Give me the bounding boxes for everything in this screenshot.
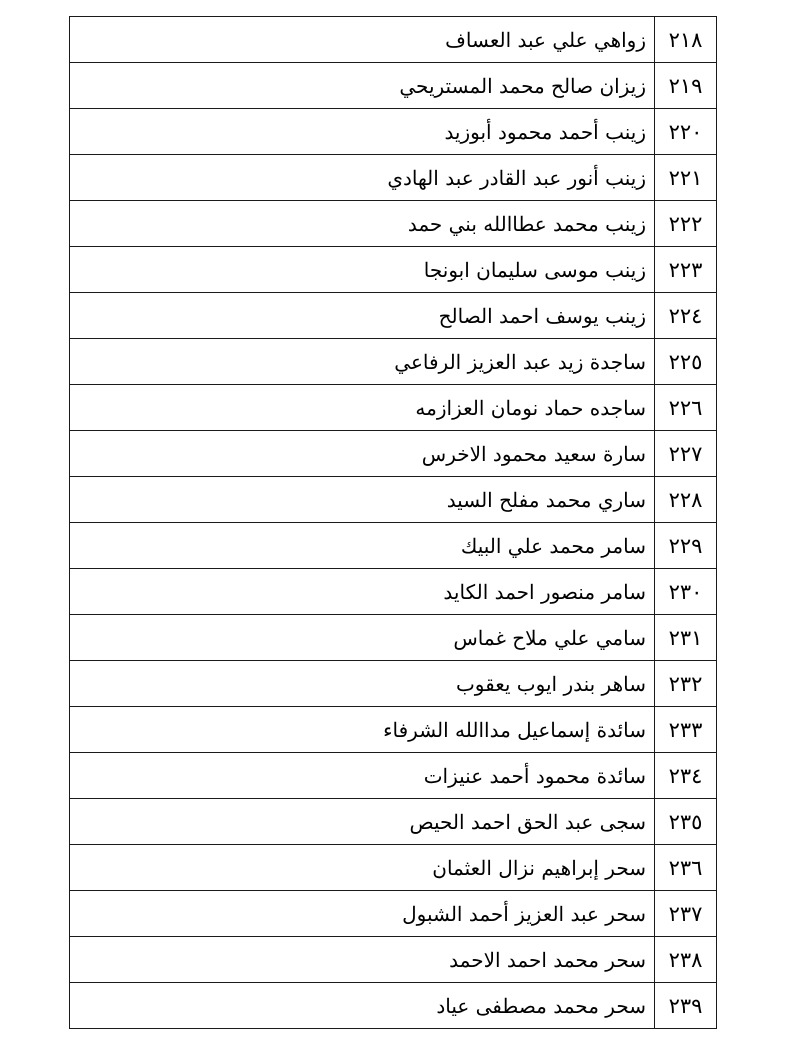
table-row — [70, 707, 717, 753]
row-number-cell: ٢٢٧ — [655, 431, 717, 477]
name-cell: سامر محمد علي البيك — [70, 523, 655, 569]
name-cell: ساري محمد مفلح السيد — [70, 477, 655, 523]
name-cell: سحر محمد احمد الاحمد — [70, 937, 655, 983]
row-number-cell: ٢٣٨ — [655, 937, 717, 983]
table-row — [70, 385, 717, 431]
row-number-cell: ٢٣٩ — [655, 983, 717, 1029]
name-cell: زينب يوسف احمد الصالح — [70, 293, 655, 339]
row-number-cell: ٢٣٠ — [655, 569, 717, 615]
table-row — [70, 155, 717, 201]
table-row — [70, 63, 717, 109]
name-cell: سائدة إسماعيل مداالله الشرفاء — [70, 707, 655, 753]
name-cell: زينب محمد عطاالله بني حمد — [70, 201, 655, 247]
name-cell: زيزان صالح محمد المستريحي — [70, 63, 655, 109]
name-cell: ساجده حماد نومان العزازمه — [70, 385, 655, 431]
row-number-cell: ٢٣٧ — [655, 891, 717, 937]
name-cell: سجى عبد الحق احمد الحيص — [70, 799, 655, 845]
row-number-cell: ٢٣١ — [655, 615, 717, 661]
row-number-cell: ٢٢٥ — [655, 339, 717, 385]
name-cell: سامي علي ملاح غماس — [70, 615, 655, 661]
table-row — [70, 247, 717, 293]
row-number-cell: ٢٣٣ — [655, 707, 717, 753]
table-row — [70, 753, 717, 799]
name-cell: سامر منصور احمد الكايد — [70, 569, 655, 615]
name-cell: زينب موسى سليمان ابونجا — [70, 247, 655, 293]
name-cell: زواهي علي عبد العساف — [70, 17, 655, 63]
table-row — [70, 983, 717, 1029]
row-number-cell: ٢٢٩ — [655, 523, 717, 569]
table-row — [70, 17, 717, 63]
table-row — [70, 201, 717, 247]
row-number-cell: ٢١٨ — [655, 17, 717, 63]
table-row — [70, 569, 717, 615]
name-cell: سحر عبد العزيز أحمد الشبول — [70, 891, 655, 937]
table-row — [70, 615, 717, 661]
name-cell: سحر محمد مصطفى عياد — [70, 983, 655, 1029]
row-number-cell: ٢٢٦ — [655, 385, 717, 431]
names-table — [69, 16, 717, 1029]
row-number-cell: ٢٢٠ — [655, 109, 717, 155]
name-cell: سحر إبراهيم نزال العثمان — [70, 845, 655, 891]
table-row — [70, 937, 717, 983]
row-number-cell: ٢٢٤ — [655, 293, 717, 339]
table-row — [70, 799, 717, 845]
row-number-cell: ٢٢١ — [655, 155, 717, 201]
row-number-cell: ٢٢٣ — [655, 247, 717, 293]
row-number-cell: ٢٢٢ — [655, 201, 717, 247]
row-number-cell: ٢٣٤ — [655, 753, 717, 799]
row-number-cell: ٢٣٢ — [655, 661, 717, 707]
name-cell: زينب أحمد محمود أبوزيد — [70, 109, 655, 155]
row-number-cell: ٢٣٦ — [655, 845, 717, 891]
table-row — [70, 339, 717, 385]
table-row — [70, 891, 717, 937]
name-cell: ساجدة زيد عبد العزيز الرفاعي — [70, 339, 655, 385]
name-cell: سائدة محمود أحمد عنيزات — [70, 753, 655, 799]
name-cell: ساهر بندر ايوب يعقوب — [70, 661, 655, 707]
table-row — [70, 477, 717, 523]
name-cell: سارة سعيد محمود الاخرس — [70, 431, 655, 477]
name-cell: زينب أنور عبد القادر عبد الهادي — [70, 155, 655, 201]
table-row — [70, 293, 717, 339]
row-number-cell: ٢٢٨ — [655, 477, 717, 523]
row-number-cell: ٢٣٥ — [655, 799, 717, 845]
table-row — [70, 431, 717, 477]
table-row — [70, 661, 717, 707]
table-row — [70, 109, 717, 155]
table-row — [70, 523, 717, 569]
row-number-cell: ٢١٩ — [655, 63, 717, 109]
table-row — [70, 845, 717, 891]
names-table-body — [70, 17, 717, 1029]
